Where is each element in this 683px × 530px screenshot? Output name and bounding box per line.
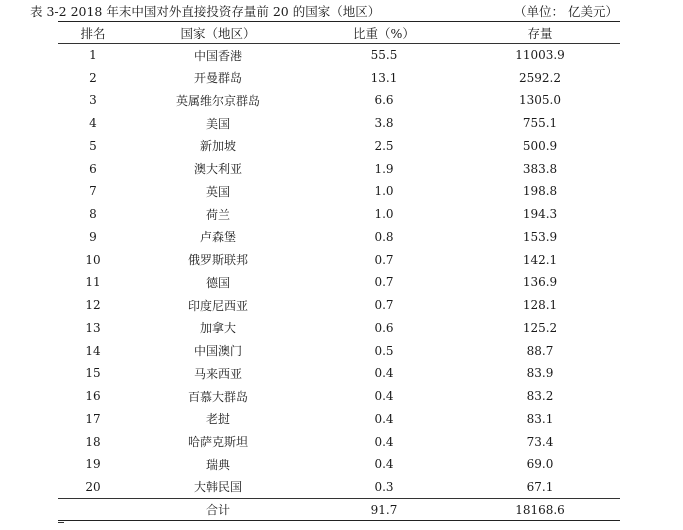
table-row	[58, 339, 620, 362]
stock-cell: 83.2	[526, 389, 554, 404]
rank-cell: 12	[85, 298, 101, 313]
share-cell: 1.0	[374, 207, 394, 222]
share-cell: 13.1	[370, 70, 398, 85]
rank-cell: 5	[89, 138, 97, 153]
header-share: 比重（%）	[308, 22, 460, 44]
share-cell: 0.3	[374, 479, 394, 494]
table-row	[58, 248, 620, 271]
table-row	[58, 362, 620, 385]
stock-cell: 69.0	[526, 457, 554, 472]
country-cell: 加拿大	[199, 321, 236, 336]
share-cell: 0.8	[374, 229, 394, 244]
rank-cell: 14	[85, 343, 101, 358]
table-row	[58, 226, 620, 249]
rank-cell: 19	[85, 457, 101, 472]
unit-label: （单位： 亿美元）	[514, 4, 618, 19]
header-row	[58, 22, 620, 44]
country-cell: 新加坡	[199, 139, 236, 154]
country-cell: 英国	[205, 184, 230, 199]
table-row	[58, 385, 620, 408]
table-row	[58, 89, 620, 112]
table-row	[58, 453, 620, 476]
rank-cell: 1	[89, 48, 97, 63]
rank-cell: 13	[85, 320, 101, 335]
table-row	[58, 476, 620, 499]
table-caption	[30, 3, 630, 21]
stock-cell: 383.8	[522, 161, 558, 176]
total-country-cell: 合计	[128, 499, 308, 521]
stock-cell: 194.3	[522, 207, 558, 222]
rank-cell: 16	[85, 389, 101, 404]
table-row	[58, 430, 620, 453]
country-cell: 中国香港	[193, 48, 242, 63]
rank-cell: 7	[89, 184, 97, 199]
total-rank-cell	[58, 499, 128, 521]
stock-cell: 73.4	[526, 434, 554, 449]
share-cell: 55.5	[370, 48, 398, 63]
stock-cell: 128.1	[522, 298, 558, 313]
stock-cell: 1305.0	[519, 93, 561, 108]
rank-cell: 9	[89, 229, 97, 244]
share-cell: 1.0	[374, 184, 394, 199]
table-row	[58, 135, 620, 158]
stock-cell: 88.7	[526, 343, 554, 358]
table-title: 表 3-2 2018 年末中国对外直接投资存量前 20 的国家（地区）	[30, 4, 381, 19]
stock-cell: 67.1	[526, 479, 554, 494]
rank-cell: 6	[89, 161, 97, 176]
share-cell: 0.4	[374, 434, 394, 449]
table-row	[58, 157, 620, 180]
country-cell: 澳大利亚	[193, 162, 242, 177]
share-cell: 0.6	[374, 320, 394, 335]
country-cell: 俄罗斯联邦	[187, 253, 248, 268]
share-cell: 0.7	[374, 275, 394, 290]
country-cell: 马来西亚	[193, 366, 242, 381]
footnote-mark	[58, 522, 64, 523]
stock-cell: 136.9	[522, 275, 558, 290]
share-cell: 2.5	[374, 138, 394, 153]
stock-cell: 153.9	[522, 229, 558, 244]
table-row	[58, 317, 620, 340]
share-cell: 0.5	[374, 343, 394, 358]
rank-cell: 11	[85, 275, 101, 290]
share-cell: 6.6	[374, 93, 394, 108]
share-cell: 0.4	[374, 366, 394, 381]
share-cell: 0.4	[374, 457, 394, 472]
stock-cell: 11003.9	[515, 48, 565, 63]
stock-cell: 755.1	[522, 116, 558, 131]
stock-cell: 125.2	[522, 320, 558, 335]
share-cell: 0.7	[374, 252, 394, 267]
rank-cell: 10	[85, 252, 101, 267]
share-cell: 0.4	[374, 389, 394, 404]
table-row	[58, 271, 620, 294]
stock-cell: 500.9	[522, 138, 558, 153]
stock-cell: 83.1	[526, 411, 554, 426]
total-stock-cell: 18168.6	[460, 499, 620, 521]
country-cell: 开曼群岛	[193, 71, 242, 86]
header-country: 国家（地区）	[128, 22, 308, 44]
table-row	[58, 408, 620, 431]
country-cell: 英属维尔京群岛	[175, 93, 260, 108]
investment-table	[58, 21, 620, 521]
header-rank: 排名	[58, 22, 128, 44]
country-cell: 德国	[205, 275, 230, 290]
country-cell: 大韩民国	[193, 480, 242, 495]
rank-cell: 8	[89, 207, 97, 222]
country-cell: 荷兰	[205, 207, 230, 222]
rank-cell: 17	[85, 411, 101, 426]
share-cell: 0.7	[374, 298, 394, 313]
country-cell: 哈萨克斯坦	[187, 435, 248, 450]
rank-cell: 4	[89, 116, 97, 131]
rank-cell: 18	[85, 434, 101, 449]
header-stock: 存量	[460, 22, 620, 44]
country-cell: 老挝	[205, 412, 230, 427]
rank-cell: 15	[85, 366, 101, 381]
table-row	[58, 203, 620, 226]
rank-cell: 20	[85, 479, 101, 494]
country-cell: 美国	[205, 116, 230, 131]
table-row	[58, 180, 620, 203]
share-cell: 3.8	[374, 116, 394, 131]
table-row	[58, 112, 620, 135]
share-cell: 1.9	[374, 161, 394, 176]
country-cell: 卢森堡	[199, 230, 236, 245]
stock-cell: 198.8	[522, 184, 558, 199]
country-cell: 印度尼西亚	[187, 298, 248, 313]
stock-cell: 142.1	[522, 252, 558, 267]
table-row	[58, 44, 620, 67]
table-body	[58, 44, 620, 521]
table-row	[58, 294, 620, 317]
stock-cell: 2592.2	[519, 70, 561, 85]
country-cell: 瑞典	[205, 457, 230, 472]
share-cell: 0.4	[374, 411, 394, 426]
stock-cell: 83.9	[526, 366, 554, 381]
rank-cell: 3	[89, 93, 97, 108]
total-share-cell: 91.7	[308, 499, 460, 521]
total-row	[58, 499, 620, 521]
rank-cell: 2	[89, 70, 97, 85]
country-cell: 百慕大群岛	[187, 389, 248, 404]
country-cell: 中国澳门	[193, 344, 242, 359]
table-row	[58, 66, 620, 89]
